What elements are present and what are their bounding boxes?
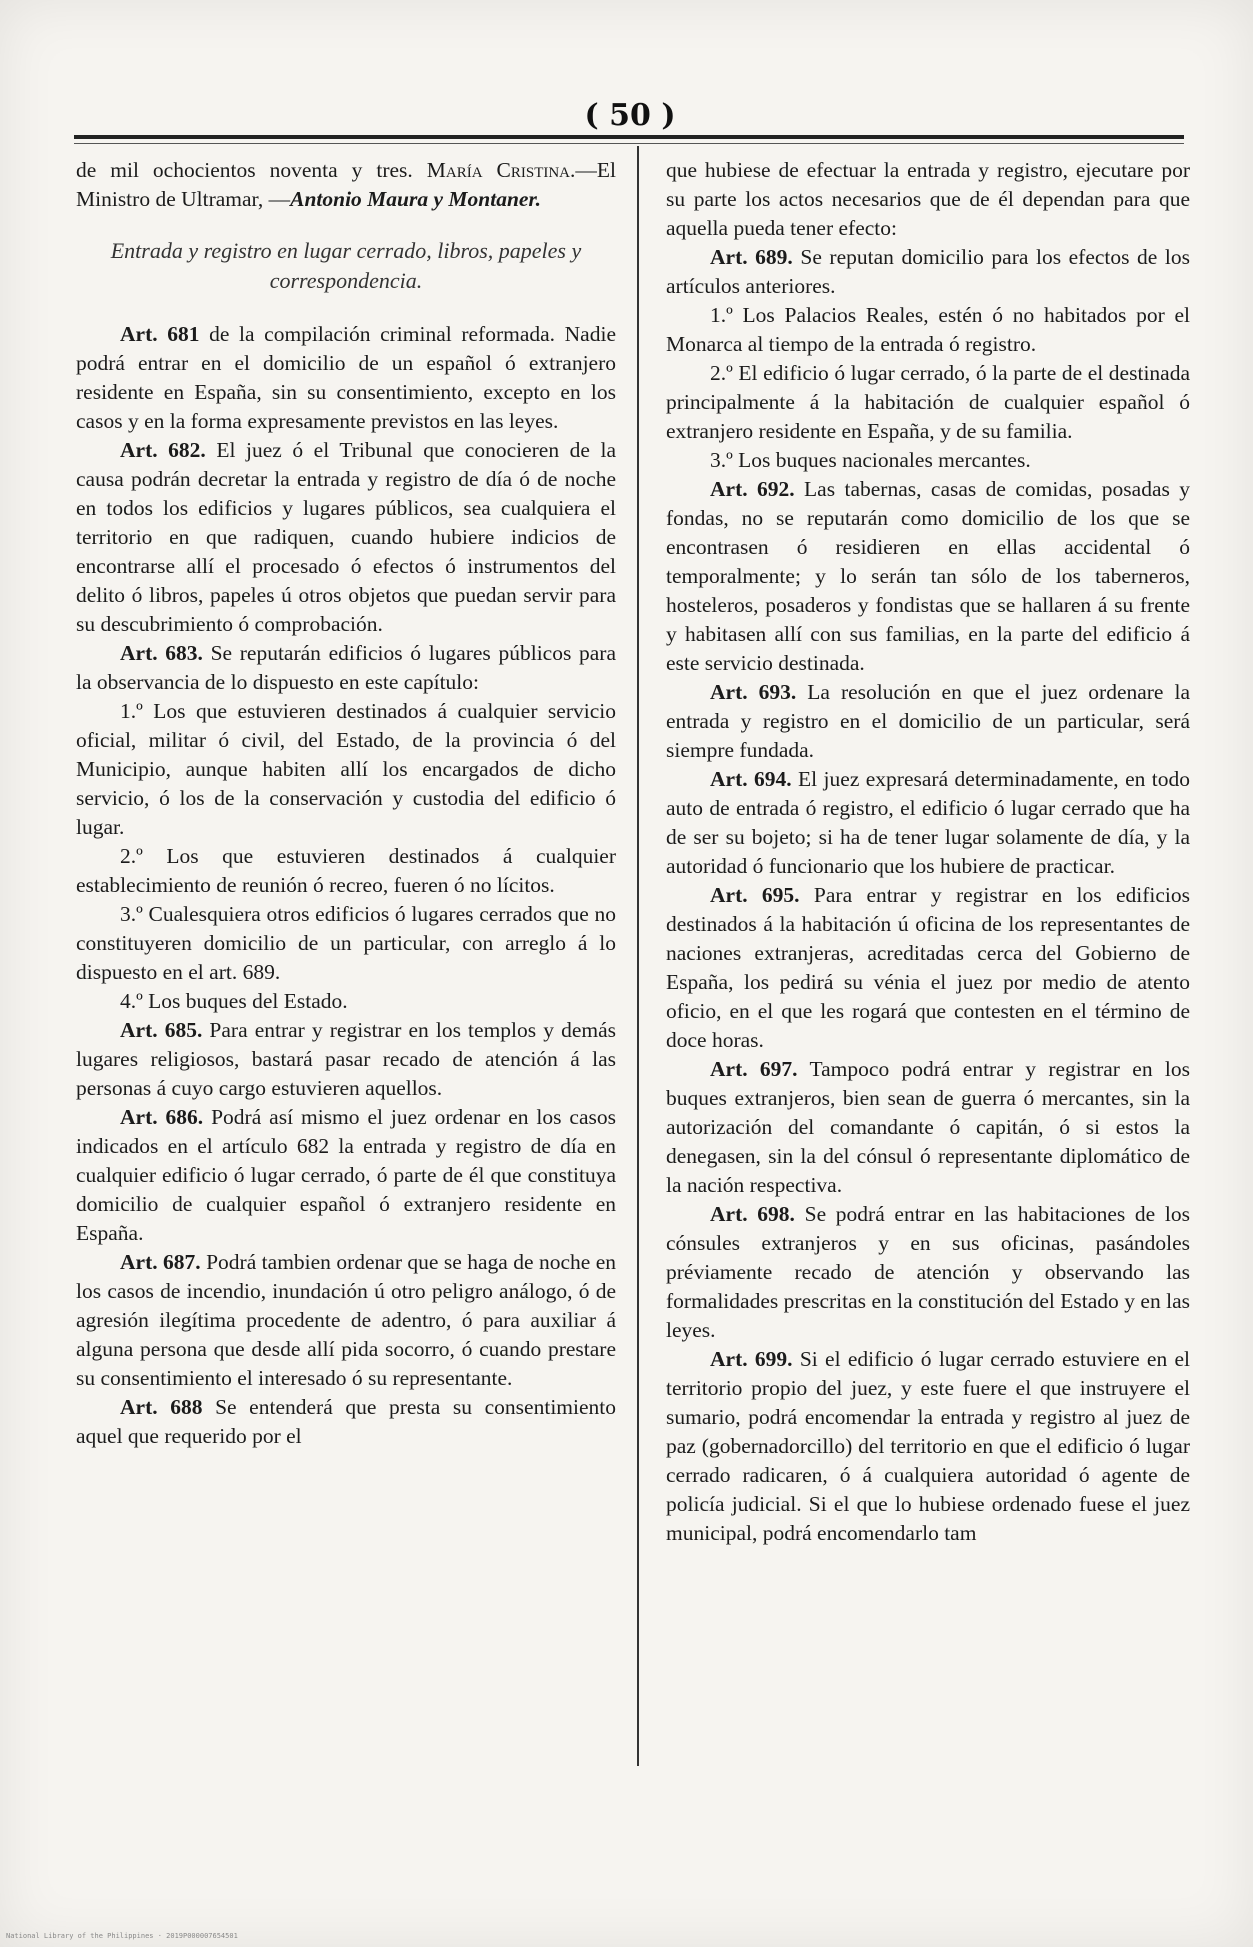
article-label: Art. 693.	[710, 680, 797, 704]
article-692: Art. 692. Las tabernas, casas de comidas, posadas y fondas, no se reputarán como domicilio de los que se encontrasen ó residieren en ellas accidental ó temporalmente; y lo serán tan sólo de los taberneros, hosteleros, posaderos y fondistas que se hallaren á su frente y habitasen allí con sus familias, en la parte del edificio á este servicio destinada.	[666, 477, 1191, 675]
article-694: Art. 694. El juez expresará determinadamente, en todo auto de entrada ó registro, el edificio ó lugar cerrado que ha de ser su bojeto; si ha de tener lugar solamente de día, y la autoridad ó funcionario que los hubiere de practicar.	[666, 767, 1191, 878]
article-688: Art. 688 Se entenderá que presta su consentimiento aquel que requerido por el	[76, 1395, 617, 1448]
article-698: Art. 698. Se podrá entrar en las habitaciones de los cónsules extranjeros y en sus oficinas, pasándoles préviamente recado de atención y observando las formalidades prescritas en la constitución del Estado y en las leyes.	[666, 1202, 1190, 1342]
article-label: Art. 694.	[710, 767, 792, 791]
article-label: Art. 699.	[710, 1347, 793, 1371]
header-rule-thin	[74, 143, 1184, 144]
article-693: Art. 693. La resolución en que el juez ordenare la entrada y registro en el domicilio de un particular, será siempre fundada.	[666, 680, 1191, 762]
article-685: Art. 685. Para entrar y registrar en los templos y demás lugares religiosos, bastará pasar recado de atención á las personas á cuyo cargo estuvieren aquellos.	[76, 1018, 616, 1100]
article-695: Art. 695. Para entrar y registrar en los edificios destinados á la habitación ú oficina de los representantes de naciones extranjeras, acreditadas cerca del Gobierno de España, los pedirá su vénia el juez por medio de atento oficio, en el que les rogará que contesten en el término de doce horas.	[666, 883, 1191, 1052]
section-heading: Entrada y registro en lugar cerrado, libros, papeles y correspondencia.	[110, 238, 582, 293]
article-683-item-3: 3.º Cualesquiera otros edificios ó lugares cerrados que no constituyeren domicilio de un particular, con arreglo á lo dispuesto en el art. 689.	[76, 902, 616, 984]
article-683-item-4: 4.º Los buques del Estado.	[120, 989, 348, 1013]
page-number: ( 50 )	[584, 98, 676, 133]
article-682: Art. 682. El juez ó el Tribunal que conocieren de la causa podrán decretar la entrada y registro de día ó de noche en todos los edificios y lugares públicos, sea cualquiera el territorio en que radiquen, cuando hubiere indicios de encontrarse allí el procesado ó efectos ó instrumentos del delito ó libros, papeles ú otros objetos que puedan servir para su descubrimiento ó comprobación.	[76, 438, 617, 636]
article-label: Art. 685.	[120, 1018, 203, 1042]
article-687: Art. 687. Podrá tambien ordenar que se haga de noche en los casos de incendio, inundación ú otro peligro análogo, ó de agresión ilegítima procedente de adentro, ó para auxiliar á alguna persona que desde allí pida socorro, ó cuando prestare su consentimiento el interesado ó su representante.	[76, 1250, 617, 1390]
article-label: Art. 681	[120, 322, 200, 346]
continuation-paragraph: que hubiese de efectuar la entrada y registro, ejecutare por su parte los actos necesarios que de él dependan para que aquella pueda tener efecto:	[666, 158, 1190, 240]
closing-paragraph: de mil ochocientos noventa y tres. María Cristina.—El Ministro de Ultramar, —Antonio Maura y Montaner.	[76, 158, 616, 211]
article-683-item-1: 1.º Los que estuvieren destinados á cualquier servicio oficial, militar ó civil, del Estado, de la provincia ó del Municipio, aunque habiten allí los encargados de dicho servicio, ó los de la conservación y custodia del edificio ó lugar.	[76, 699, 616, 839]
article-683-item-2: 2.º Los que estuvieren destinados á cualquier establecimiento de reunión ó recreo, fueren ó no lícitos.	[76, 844, 616, 897]
article-label: Art. 695.	[710, 883, 800, 907]
article-label: Art. 698.	[710, 1202, 795, 1226]
article-689-item-1: 1.º Los Palacios Reales, estén ó no habitados por el Monarca al tiempo de la entrada ó registro.	[666, 303, 1190, 356]
signature-minister: Antonio Maura y Montaner.	[290, 187, 542, 211]
article-label: Art. 697.	[710, 1057, 798, 1081]
left-column	[76, 156, 616, 1451]
article-label: Art. 682.	[120, 438, 206, 462]
article-686: Art. 686. Podrá así mismo el juez ordenar en los casos indicados en el artículo 682 la entrada y registro de día en cualquier edificio ó lugar cerrado, ó parte de él que constituya domicilio de cualquier español ó extranjero residente en España.	[76, 1105, 617, 1245]
article-681: Art. 681 de la compilación criminal reformada. Nadie podrá entrar en el domicilio de un español ó extranjero residente en España, sin su consentimiento, excepto en los casos y en la forma expresamente previstos en las leyes.	[76, 322, 616, 433]
article-689: Art. 689. Se reputan domicilio para los efectos de los artículos anteriores.	[666, 245, 1190, 298]
article-label: Art. 687.	[120, 1250, 201, 1274]
article-689-item-3: 3.º Los buques nacionales mercantes.	[710, 448, 1031, 472]
article-label: Art. 689.	[710, 245, 793, 269]
article-683: Art. 683. Se reputarán edificios ó lugares públicos para la observancia de lo dispuesto en este capítulo:	[76, 641, 616, 694]
article-label: Art. 683.	[120, 641, 203, 665]
article-label: Art. 692.	[710, 477, 795, 501]
header-rule	[74, 135, 1184, 139]
article-699: Art. 699. Si el edificio ó lugar cerrado estuviere en el territorio propio del juez, y este fuere el que instruyere el sumario, podrá encomendar la entrada y registro al juez de paz (gobernadorcillo) del territorio en que el edificio ó lugar cerrado radicaren, ó á cualquiera autoridad ó agente de policía judicial. Si el que lo hubiese ordenado fuese el juez municipal, podrá encomendarlo tam	[666, 1347, 1190, 1545]
right-column	[666, 156, 1190, 1548]
article-label: Art. 688	[120, 1395, 203, 1419]
signature-queen: María Cristina.	[426, 158, 576, 182]
article-697: Art. 697. Tampoco podrá entrar y registrar en los buques extranjeros, bien sean de guerra ó mercantes, sin la autorización del comandante ó capitán, ó si estos la denegasen, sin la del cónsul ó representante diplomático de la nación respectiva.	[666, 1057, 1190, 1197]
article-689-item-2: 2.º El edificio ó lugar cerrado, ó la parte de el destinada principalmente á la habitación de cualquier español ó extranjero residente en España, y de su familia.	[666, 361, 1190, 443]
scan-footer-note: National Library of the Philippines · 2019P000007654501	[6, 1932, 238, 1940]
article-label: Art. 686.	[120, 1105, 204, 1129]
column-divider	[637, 146, 639, 1766]
